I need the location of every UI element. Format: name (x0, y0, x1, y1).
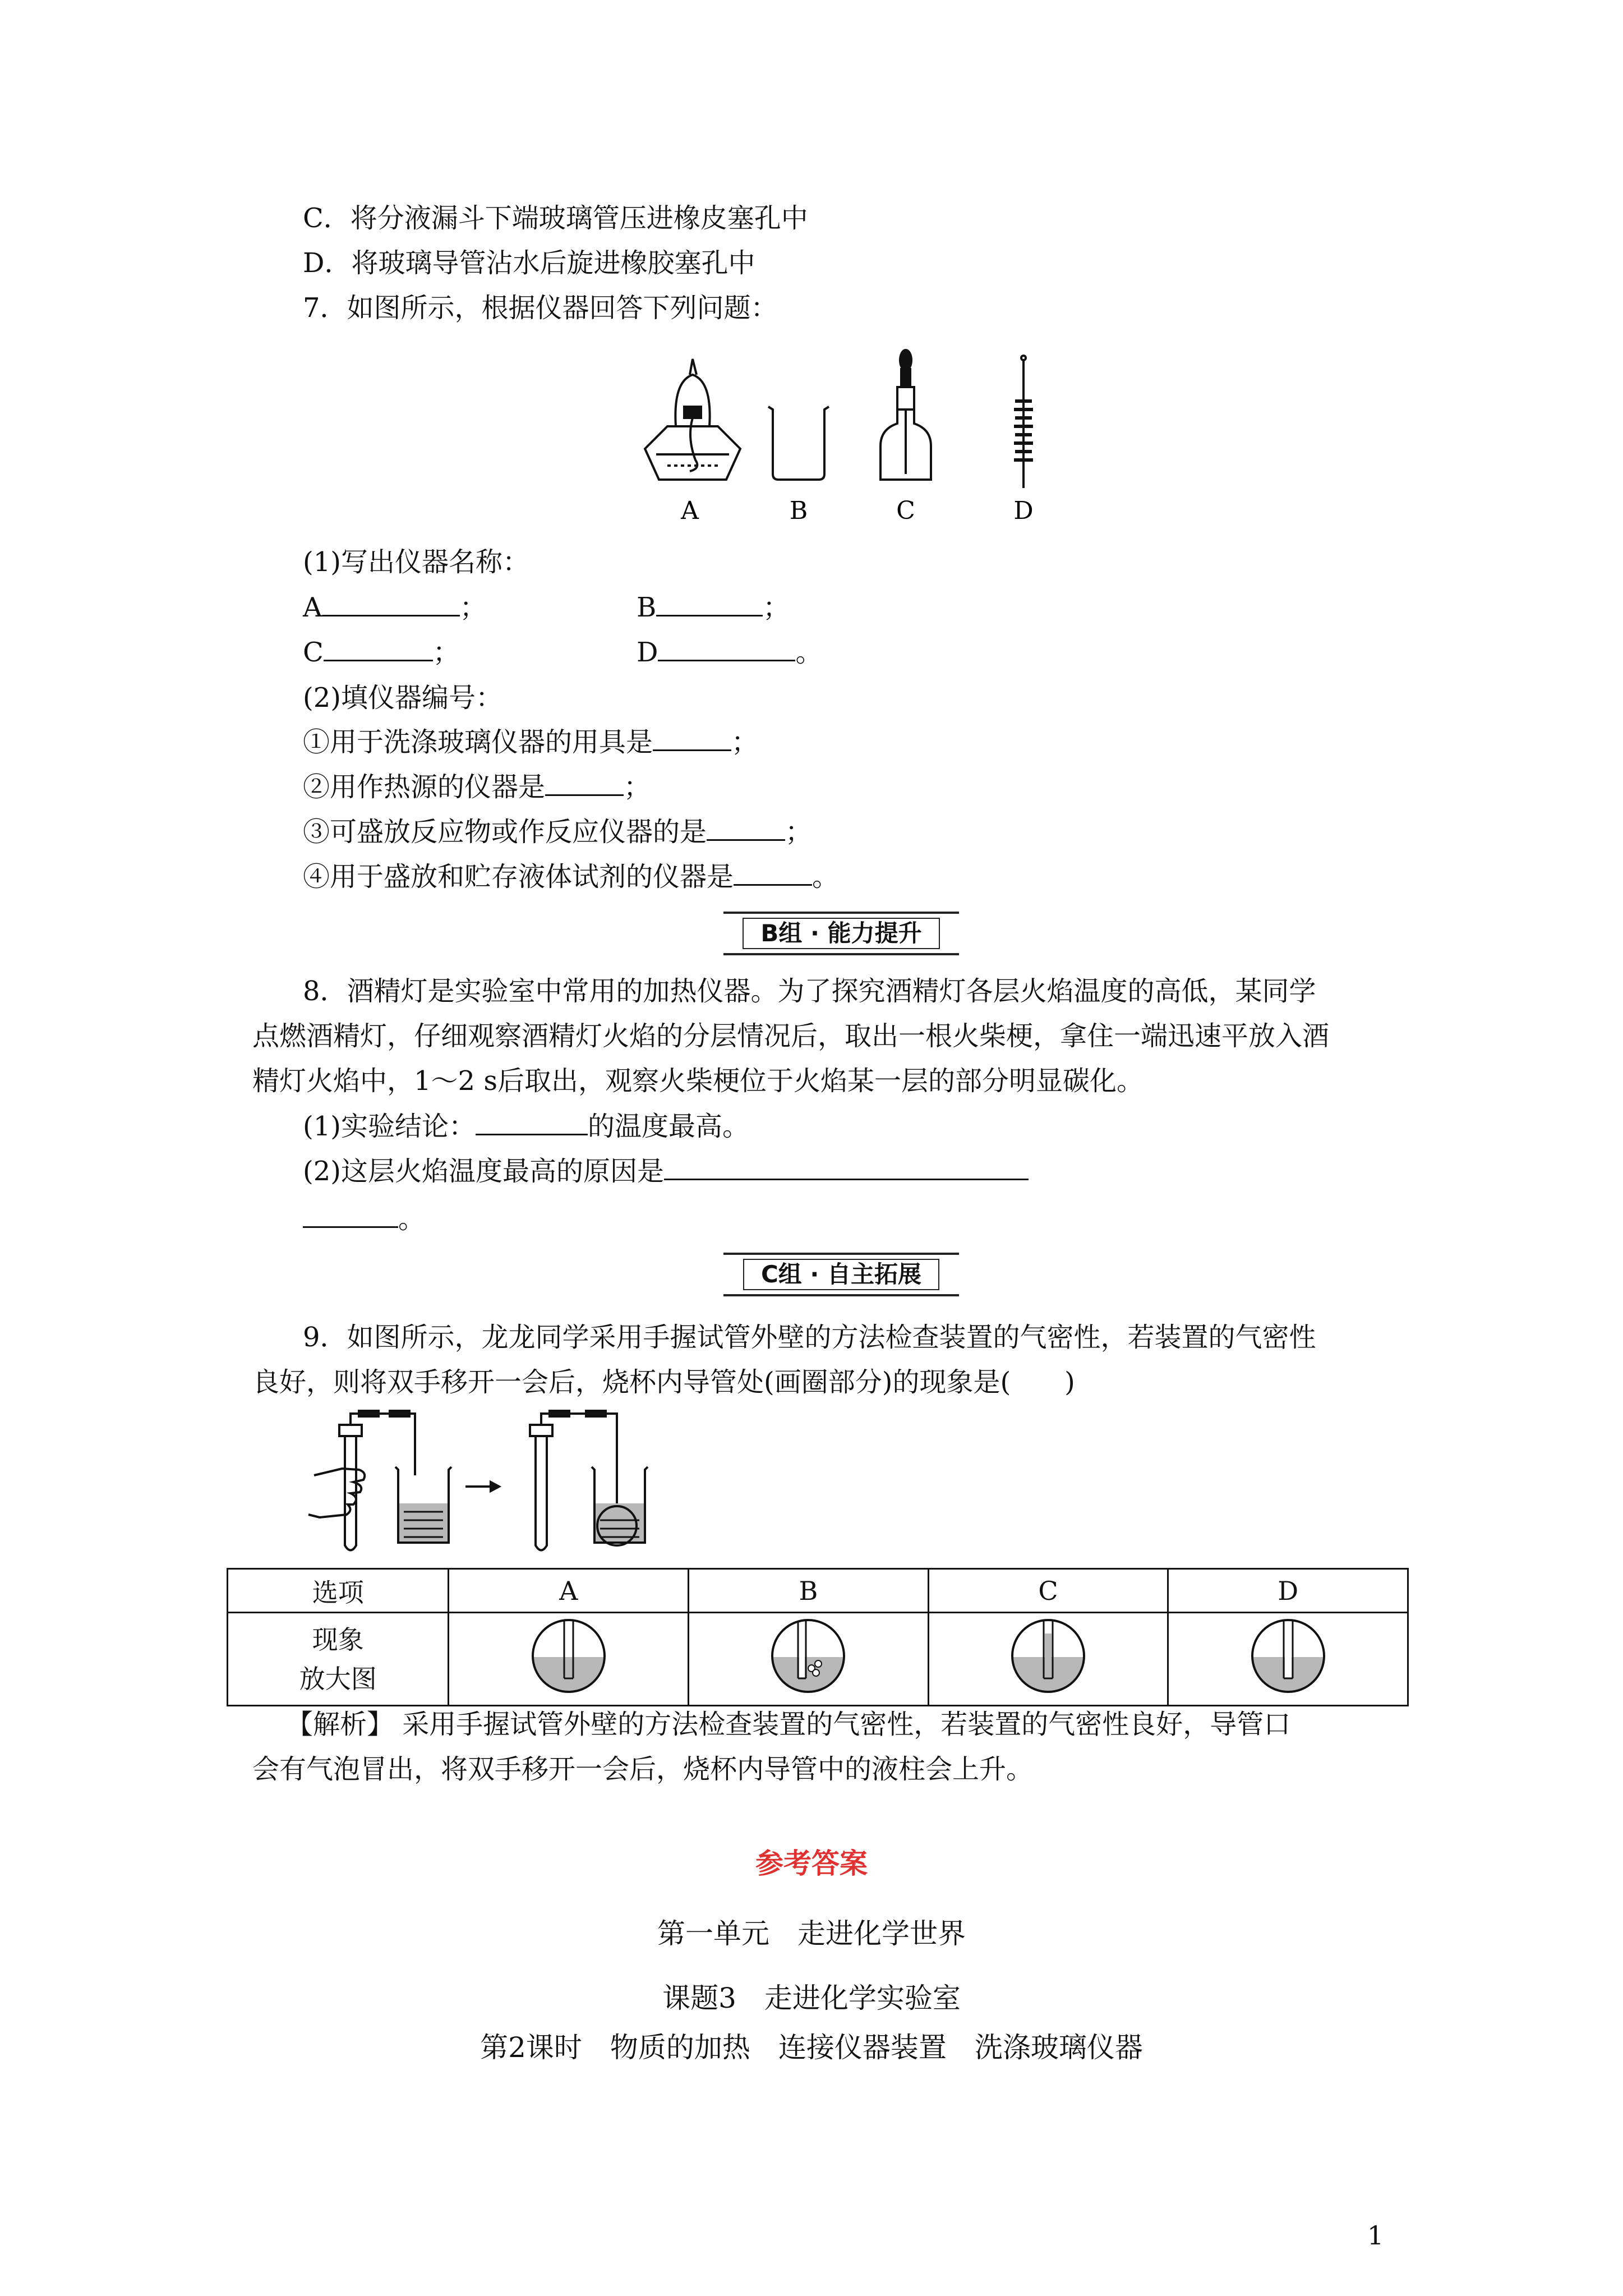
table-row-label: 现象 放大图 (228, 1613, 449, 1706)
dropper-bottle-icon (880, 350, 931, 480)
blank-b-line: B ； (637, 589, 790, 625)
apparatus-label-d: D (1013, 496, 1034, 525)
test-tube-brush-icon (1014, 356, 1033, 488)
q8-part2-cont: 。 (303, 1200, 425, 1237)
magnified-c-icon (1009, 1617, 1087, 1695)
option-c-magnified[interactable] (928, 1613, 1168, 1706)
section-header-c-label: C组 · 自主拓展 (743, 1259, 939, 1290)
page-number: 1 (1367, 2220, 1384, 2251)
magnified-a-icon (529, 1617, 608, 1695)
beaker-icon (768, 407, 829, 480)
q8-1-blank[interactable] (476, 1108, 588, 1135)
blank-a-line: A ； (303, 589, 487, 625)
topic-title: 课题3 走进化学实验室 (662, 1982, 961, 2014)
blank-c-label: C (303, 637, 324, 668)
q7-2d-blank[interactable] (734, 858, 812, 886)
lesson-title: 第2课时 物质的加热 连接仪器装置 洗涤玻璃仪器 (480, 2031, 1143, 2064)
section-header-c (723, 1253, 959, 1296)
magnified-d-icon (1249, 1617, 1327, 1695)
option-d-magnified[interactable] (1168, 1613, 1408, 1706)
magnified-b-icon (769, 1617, 847, 1695)
q9-line1: 9．如图所示，龙龙同学采用手握试管外壁的方法检查装置的气密性，若装置的气密性 (303, 1322, 1316, 1353)
analysis-line2: 会有气泡冒出，将双手移开一会后，烧杯内导管中的液柱会上升。 (252, 1754, 1034, 1785)
test-tube-right (536, 1430, 547, 1550)
q7-2c-blank[interactable] (707, 813, 785, 841)
table-header-a: A (449, 1569, 689, 1613)
q7-2a-line: ①用于洗涤玻璃仪器的用具是 ； (303, 724, 758, 760)
q8-2-blank-cont[interactable] (303, 1200, 398, 1228)
section-header-b (723, 912, 959, 955)
options-table (227, 1568, 1409, 1706)
q7-2b-blank[interactable] (545, 769, 624, 796)
option-a-magnified[interactable] (449, 1613, 689, 1706)
q8-line1: 8．酒精灯是实验室中常用的加热仪器。为了探究酒精灯各层火焰温度的高低，某同学 (303, 976, 1316, 1007)
q7-2a-blank[interactable] (653, 724, 731, 751)
apparatus-label-c: C (896, 496, 915, 525)
option-d: D．将玻璃导管沾水后旋进橡胶塞孔中 (303, 247, 755, 279)
blank-c[interactable] (324, 634, 433, 661)
answers-title: 参考答案 (755, 1847, 868, 1880)
table-header-c: C (928, 1569, 1168, 1613)
table-header-b: B (689, 1569, 929, 1613)
section-header-b-label: B组 · 能力提升 (743, 918, 939, 949)
apparatus-figure (634, 348, 1060, 539)
option-c: C．将分液漏斗下端玻璃管压进橡皮塞孔中 (303, 203, 808, 234)
blank-c-line: C ； (303, 634, 460, 670)
test-tube-left (345, 1430, 356, 1550)
blank-a[interactable] (322, 589, 460, 616)
alcohol-lamp-icon (645, 359, 740, 480)
blank-a-label: A (303, 592, 322, 623)
blank-d-label: D (637, 637, 658, 668)
question-7: 7．如图所示，根据仪器回答下列问题： (303, 292, 778, 324)
blank-b-label: B (637, 592, 657, 623)
airtightness-figure (297, 1408, 690, 1559)
q8-line2: 点燃酒精灯，仔细观察酒精灯火焰的分层情况后，取出一根火柴梗，拿住一端迅速平放入酒 (252, 1020, 1330, 1052)
q7-part1: (1)写出仪器名称： (303, 546, 529, 578)
option-b-magnified[interactable] (689, 1613, 929, 1706)
table-header-option: 选项 (228, 1569, 449, 1613)
q7-part2: (2)填仪器编号： (303, 682, 502, 714)
q9-line2: 良好，则将双手移开一会后，烧杯内导管处(画圈部分)的现象是( ) (252, 1366, 1075, 1398)
blank-d[interactable] (658, 634, 795, 661)
q7-2c-line: ③可盛放反应物或作反应仪器的是 ； (303, 813, 812, 850)
apparatus-label-b: B (789, 496, 808, 525)
q8-part2: (2)这层火焰温度最高的原因是 (303, 1153, 1029, 1189)
blank-b[interactable] (656, 589, 763, 616)
q8-2-blank[interactable] (664, 1153, 1029, 1180)
blank-d-line: D 。 (637, 634, 823, 670)
analysis-line1: 【解析】 采用手握试管外壁的方法检查装置的气密性，若装置的气密性良好，导管口 (286, 1709, 1291, 1740)
apparatus-label-a: A (681, 496, 699, 525)
q8-line3: 精灯火焰中，1～2 s后取出，观察火柴梗位于火焰某一层的部分明显碳化。 (252, 1065, 1144, 1097)
q7-2d-line: ④用于盛放和贮存液体试剂的仪器是 。 (303, 858, 839, 895)
unit-title: 第一单元 走进化学世界 (657, 1917, 966, 1950)
q7-2b-line: ②用作热源的仪器是 ； (303, 769, 651, 805)
q8-part1: (1)实验结论： 的温度最高。 (303, 1108, 749, 1144)
table-header-d: D (1168, 1569, 1408, 1613)
